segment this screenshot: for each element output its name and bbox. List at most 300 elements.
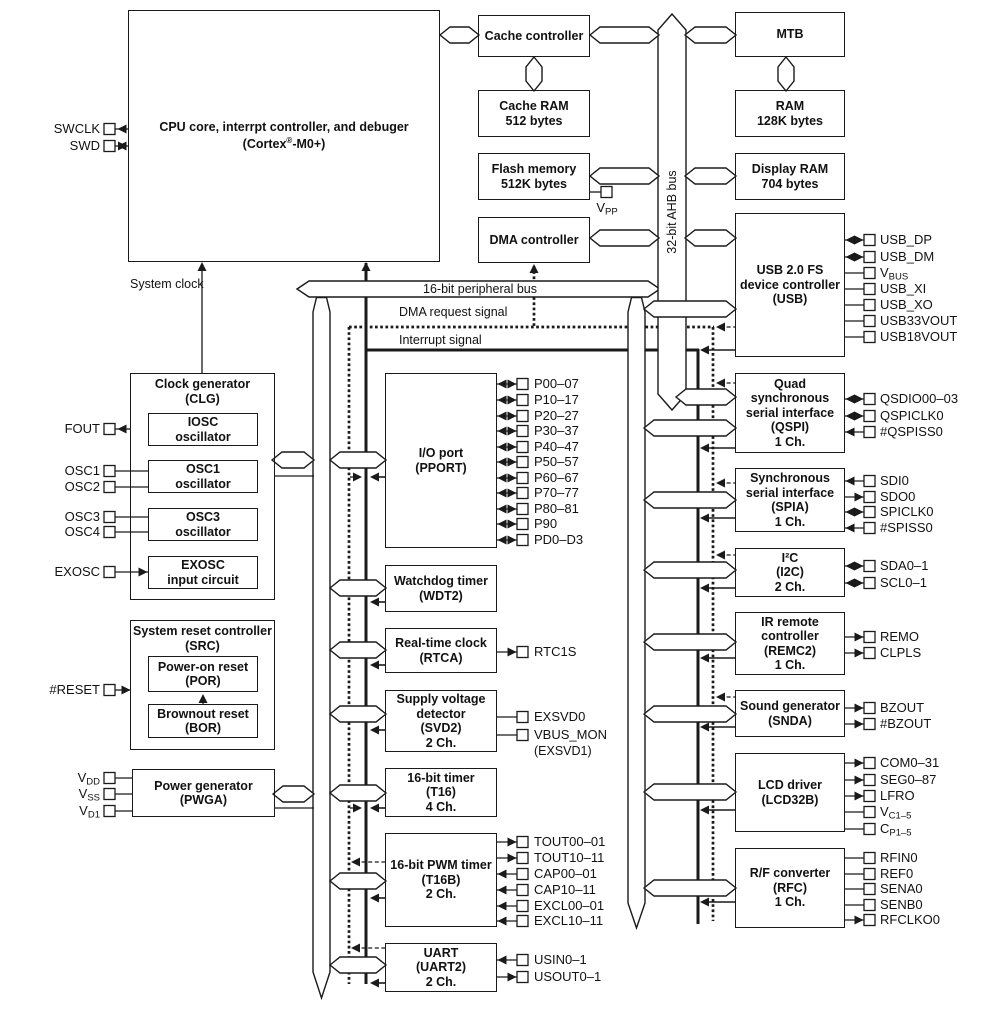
pin-p10-17-pad: [517, 395, 528, 406]
pin-sdi0-label: [880, 473, 998, 489]
bus-connector: [330, 957, 386, 973]
pin-text: P10–17: [534, 392, 579, 407]
pin-arrow: [855, 704, 864, 713]
block-ram: [735, 90, 845, 137]
bus-connector: [644, 784, 736, 800]
pin-usb-dm-label: [880, 249, 998, 265]
pin-usb18vout-label: [880, 329, 998, 345]
pin-arrow: [855, 412, 864, 421]
stub-arrowhead: [370, 894, 379, 903]
bus-connector: [644, 301, 736, 317]
pin-text: V: [596, 200, 605, 215]
pin-arrow: [855, 236, 864, 245]
pin-arrow: [846, 428, 855, 437]
title-line: serial interface: [745, 485, 835, 500]
pin-p00-07-pad: [517, 379, 528, 390]
stub-arrowhead: [351, 858, 360, 867]
pin-text: V: [79, 803, 88, 818]
title-line: oscillator: [175, 429, 231, 444]
block-pwga: [132, 769, 275, 817]
pin-arrow: [846, 412, 855, 421]
pin-cap10-11-label: [534, 882, 664, 898]
stub-arrowhead: [716, 551, 725, 560]
label-32-bit-ahb-bus: 32-bit AHB bus: [665, 170, 679, 254]
block-pport: [385, 373, 497, 548]
block-cpu: [128, 10, 440, 262]
pin-text: SCL0–1: [880, 575, 927, 590]
pin-senb0-label: [880, 897, 998, 913]
pin-arrow: [498, 520, 507, 529]
title-line: 16-bit PWM timer: [390, 858, 492, 873]
pin-text: USOUT0–1: [534, 969, 602, 984]
pin-osc3-pad: [104, 512, 115, 523]
title-line: 1 Ch.: [774, 434, 806, 449]
pin-spiss0-label: [880, 520, 998, 536]
block-bor-title: [157, 707, 249, 736]
pin-text: BZOUT: [880, 700, 925, 715]
pin-reset-label: [2, 682, 100, 698]
label-interrupt-signal: Interrupt signal: [399, 333, 482, 347]
pin-rtc1s-pad: [517, 647, 528, 658]
pin-text: PD0–D3: [534, 532, 584, 547]
block-rfc: [735, 848, 845, 928]
pin-text: V: [880, 265, 889, 280]
pin-rfclko0-label: [880, 912, 998, 928]
pin-arrow: [508, 505, 517, 514]
stub-arrowhead: [353, 473, 362, 482]
pin-text: CLPLS: [880, 645, 922, 660]
title-line: OSC1: [185, 462, 221, 476]
pin-exsvd0-label: [534, 709, 664, 725]
pin-text: USB_DM: [880, 249, 935, 264]
title-line: 1 Ch.: [774, 895, 806, 910]
pin-text: EXSVD0: [534, 709, 586, 724]
pin-scl0-1-label: [880, 575, 998, 591]
title-line: R/F converter: [749, 866, 831, 881]
title-line: oscillator: [175, 476, 231, 491]
pin-arrow: [498, 886, 507, 895]
pin-p40-47-pad: [517, 442, 528, 453]
block-iosc-oscillator: [148, 413, 258, 446]
stub-arrowhead: [700, 806, 709, 815]
pin-text: V: [880, 804, 889, 819]
pin-arrow: [855, 395, 864, 404]
pin-vd1-label: [2, 803, 100, 824]
pin-arrow: [498, 458, 507, 467]
title-line: (RFC): [772, 880, 807, 895]
pin-arrow: [846, 395, 855, 404]
pin-sena0-label: [880, 881, 998, 897]
pin-usb-dp-pad: [864, 235, 875, 246]
pin-arrow: [498, 443, 507, 452]
block-snda-title: [740, 699, 840, 728]
pin-p90-pad: [517, 519, 528, 530]
pin-usb-xi-label: [880, 281, 998, 297]
block-lcd32b-title: [758, 778, 822, 807]
title-line: 2 Ch.: [425, 974, 457, 989]
block-por-title: [158, 660, 248, 689]
title-line: Watchdog timer: [394, 574, 488, 588]
title-line: (I2C): [776, 565, 804, 580]
block-iosc-oscillator-title: [175, 415, 231, 444]
pin-senb0-pad: [864, 900, 875, 911]
title-line: 2 Ch.: [774, 579, 806, 594]
pin-arrow: [855, 579, 864, 588]
block-cache-ram-title: [499, 99, 568, 128]
title-line: 1 Ch.: [774, 514, 806, 529]
pin-p30-37-pad: [517, 426, 528, 437]
block-osc1-oscillator: [148, 460, 258, 493]
pin-arrow: [846, 508, 855, 517]
pin-p80-81-pad: [517, 504, 528, 515]
pin-swclk-label: [2, 121, 100, 137]
pin-rfin0-pad: [864, 853, 875, 864]
pin-text: EXCL00–01: [534, 898, 605, 913]
pin-p30-37-label: [534, 423, 664, 439]
bus-connector: [685, 230, 736, 246]
pin-bzout-label: [880, 700, 998, 716]
title-line: Synchronous: [750, 471, 830, 485]
bus-connector: [676, 389, 736, 405]
pin-arrow: [508, 396, 517, 405]
pin-pd0-d3-pad: [517, 535, 528, 546]
flow-arrowhead: [362, 262, 371, 271]
pin-text: C1–5: [888, 810, 912, 822]
title-line: IOSC: [187, 415, 219, 429]
pin-nbzout-pad: [864, 719, 875, 730]
pin-text: #SPISS0: [880, 520, 933, 535]
block-cpu-title: [159, 120, 408, 152]
pin-p10-17-label: [534, 392, 664, 408]
pin-arrow: [498, 412, 507, 421]
pin-arrow: [846, 562, 855, 571]
title-line: (SVD2): [420, 721, 462, 735]
title-line: LCD driver: [758, 778, 822, 792]
pin-arrow: [855, 562, 864, 571]
pin-p20-27-pad: [517, 411, 528, 422]
stub-arrowhead: [353, 804, 362, 813]
block-uart2: [385, 943, 497, 992]
bus-connector: [440, 27, 479, 43]
block-cache-controller: [478, 15, 590, 57]
pin-text: P70–77: [534, 485, 579, 500]
title-line: Brownout reset: [157, 706, 249, 721]
pin-arrow: [508, 973, 517, 982]
pin-seg0-87-pad: [864, 775, 875, 786]
pin-text: RFCLKO0: [880, 912, 940, 927]
pin-vpp-pad: [601, 187, 612, 198]
title-line: 4 Ch.: [425, 799, 457, 814]
title-line: 16-bit timer: [407, 770, 475, 785]
pin-text: DD: [86, 776, 100, 788]
pin-arrow: [855, 253, 864, 262]
pin-usin0-1-label: [534, 952, 664, 968]
block-pwga-title: [154, 779, 253, 808]
pin-arrow: [508, 520, 517, 529]
pin-rtc1s-label: [534, 644, 664, 660]
block-mtb: [735, 12, 845, 57]
stub-arrowhead: [370, 661, 379, 670]
block-usb: [735, 213, 845, 357]
pin-text: P1–5: [889, 827, 912, 839]
title-line: (QSPI): [770, 420, 810, 435]
pin-text: SDA0–1: [880, 558, 929, 573]
bus-connector: [330, 452, 386, 468]
block-bor: [148, 704, 258, 738]
pin-cap00-01-pad: [517, 869, 528, 880]
title-line: (REMC2): [763, 643, 817, 658]
stub-arrowhead: [700, 514, 709, 523]
pin-scl0-1-pad: [864, 578, 875, 589]
pin-text: SEG0–87: [880, 772, 937, 787]
block-spia: [735, 468, 845, 532]
title-line: device controller: [739, 277, 841, 292]
pin-arrow: [855, 720, 864, 729]
pin-arrow: [498, 902, 507, 911]
pin-tout10-11-pad: [517, 853, 528, 864]
pin-text: OSC1: [64, 463, 100, 478]
pin-arrow: [508, 838, 517, 847]
flow-arrowhead: [198, 262, 207, 271]
pin-com0-31-label: [880, 755, 998, 771]
pin-text: FOUT: [64, 421, 100, 436]
pin-usb-xi-pad: [864, 284, 875, 295]
title-line: Sound generator: [739, 699, 840, 713]
pin-fout-label: [2, 421, 100, 437]
pin-exosc-pad: [104, 567, 115, 578]
block-ram-title: [757, 99, 823, 128]
pin-excl00-01-pad: [517, 901, 528, 912]
pin-osc4-label: [2, 524, 100, 540]
stub-arrowhead: [700, 723, 709, 732]
block-display-ram-title: [752, 162, 828, 191]
pin-remo-label: [880, 629, 998, 645]
block-i2c-title: [775, 551, 806, 595]
pin-qspiss0-label: [880, 424, 998, 440]
pin-text: OSC3: [64, 509, 100, 524]
pin-exosc-label: [2, 564, 100, 580]
block-remc2: [735, 612, 845, 675]
block-usb-title: [740, 263, 840, 307]
pin-clpls-pad: [864, 648, 875, 659]
title-line: Power generator: [154, 778, 253, 793]
title-line: (SPIA): [771, 500, 809, 514]
pin-tout00-01-pad: [517, 837, 528, 848]
block-exosc-input: [148, 556, 258, 589]
pin-text: P00–07: [534, 376, 579, 391]
pin-vd1-pad: [104, 806, 115, 817]
pin-arrow: [846, 236, 855, 245]
block-spia-title: [746, 471, 834, 529]
pin-usb-dp-label: [880, 232, 998, 248]
pin-text: USB_DP: [880, 232, 933, 247]
block-clg-title: [155, 377, 250, 406]
pin-arrow: [855, 649, 864, 658]
pin-osc3-label: [2, 509, 100, 525]
pin-arrow: [846, 579, 855, 588]
pin-arrow: [498, 536, 507, 545]
title-line: Supply voltage: [396, 692, 486, 706]
block-rtca-title: [395, 636, 487, 665]
pin-text: OSC2: [64, 479, 100, 494]
pin-spiss0-pad: [864, 523, 875, 534]
block-lcd32b: [735, 753, 845, 832]
title-line: Flash memory: [491, 162, 577, 176]
pin-cp1-5-label: [880, 821, 998, 842]
pin-arrow: [508, 443, 517, 452]
pin-text: QSPICLK0: [880, 408, 944, 423]
pin-text: LFRO: [880, 788, 915, 803]
title-line: input circuit: [167, 572, 239, 587]
label--exsvd1-: (EXSVD1): [534, 744, 592, 758]
pin-osc2-label: [2, 479, 100, 495]
pin-text: BUS: [888, 271, 909, 283]
title-line: (UART2): [416, 960, 466, 975]
pin-arrow: [855, 916, 864, 925]
pin-sdo0-label: [880, 489, 998, 505]
block-rtca: [385, 628, 497, 673]
pin-vss-pad: [104, 789, 115, 800]
flow-arrowhead: [530, 264, 539, 273]
block-wdt2-title: [394, 574, 488, 603]
pin-text: RTC1S: [534, 644, 577, 659]
bus-connector: [330, 580, 386, 596]
pin-text: EXCL10–11: [534, 913, 604, 928]
pin-text: C: [880, 821, 890, 836]
pin-text: V: [78, 786, 88, 801]
block-rfc-title: [750, 866, 831, 910]
stub-arrowhead: [716, 693, 725, 702]
block-pport-title: [415, 446, 466, 475]
title-line: (SRC): [185, 638, 220, 653]
pin-vbus-pad: [864, 268, 875, 279]
pin-cp1-5-pad: [864, 824, 875, 835]
pin-vbus-mon-label: [534, 727, 664, 743]
pin-text: TOUT10–11: [534, 850, 605, 865]
title-line: (SNDA): [768, 713, 812, 728]
stub-arrowhead: [370, 726, 379, 735]
title-line: System reset controller: [133, 624, 272, 638]
pin-arrow: [508, 536, 517, 545]
block-dma-controller: [478, 217, 590, 263]
title-line: (PWGA): [179, 793, 228, 807]
pin-text: P50–57: [534, 454, 579, 469]
bus-connector: [590, 230, 659, 246]
block-t16b: [385, 833, 497, 927]
pin-excl00-01-label: [534, 898, 664, 914]
title-line: EXOSC: [181, 558, 225, 572]
pin-arrow: [498, 474, 507, 483]
block-uart2-title: [416, 946, 466, 990]
pin-text: P90: [534, 516, 558, 531]
pin-excl10-11-label: [534, 913, 664, 929]
block-i2c: [735, 548, 845, 597]
pin-text: SS: [87, 792, 100, 804]
pin-p20-27-label: [534, 408, 664, 424]
pin-usout0-1-label: [534, 969, 664, 985]
pin-sda0-1-pad: [864, 561, 875, 572]
pin-qspiss0-pad: [864, 427, 875, 438]
pin-arrow: [846, 477, 855, 486]
pin-arrow: [508, 474, 517, 483]
pin-arrow: [498, 870, 507, 879]
pin-text: USB18VOUT: [880, 329, 958, 344]
block-cache-ram: [478, 90, 590, 137]
pin-rfin0-label: [880, 850, 998, 866]
pin-swd-label: [2, 138, 100, 154]
pin-text: #QSPISS0: [880, 424, 943, 439]
pin-p00-07-label: [534, 376, 664, 392]
pin-usb33vout-pad: [864, 316, 875, 327]
pin-vbus-mon-pad: [517, 730, 528, 741]
pin-p70-77-label: [534, 485, 664, 501]
pin-lfro-label: [880, 788, 998, 804]
bus-connector-vertical: [778, 57, 794, 91]
title-line: (RTCA): [419, 650, 463, 665]
title-line: I²C: [781, 550, 799, 565]
pin-text: USB_XO: [880, 297, 933, 312]
pin-p70-77-pad: [517, 488, 528, 499]
pin-qspiclk0-label: [880, 408, 998, 424]
pin-text: PP: [604, 206, 618, 218]
pin-arrow: [508, 427, 517, 436]
block-dma-controller-title: [489, 233, 578, 248]
title-line: (Cortex®-M0+): [242, 136, 326, 152]
pin-text: P60–67: [534, 470, 579, 485]
pin-lfro-pad: [864, 791, 875, 802]
title-line: (PPORT): [415, 460, 467, 475]
pin-exsvd0-pad: [517, 712, 528, 723]
block-flash-memory-title: [492, 162, 577, 191]
title-line: (USB): [772, 292, 808, 307]
bus-connector: [590, 168, 659, 184]
pin-arrow: [498, 427, 507, 436]
pin-text: RFIN0: [880, 850, 918, 865]
title-line: 2 Ch.: [425, 735, 457, 750]
pin-arrow: [118, 425, 127, 434]
pin-reset-pad: [104, 685, 115, 696]
title-line: synchronous: [750, 391, 830, 406]
block-t16b-title: [390, 858, 491, 902]
stub-arrowhead: [370, 473, 379, 482]
title-line: 2 Ch.: [425, 887, 457, 902]
pin-qsdio00-03-label: [880, 391, 998, 407]
pin-p60-67-label: [534, 470, 664, 486]
bus-connector: [272, 452, 314, 468]
block-qspi: [735, 373, 845, 453]
label-system-clock: System clock: [130, 277, 204, 291]
pin-text: TOUT00–01: [534, 834, 606, 849]
block-remc2-title: [761, 615, 819, 673]
pin-arrow: [508, 412, 517, 421]
pin-sdi0-pad: [864, 476, 875, 487]
pin-text: P30–37: [534, 423, 579, 438]
block-wdt2: [385, 565, 497, 612]
stub-arrowhead: [716, 479, 725, 488]
pin-nbzout-label: [880, 716, 998, 732]
label-dma-request-signal: DMA request signal: [399, 305, 508, 319]
pin-arrow: [498, 396, 507, 405]
stub-arrowhead: [700, 654, 709, 663]
block-exosc-input-title: [167, 558, 239, 587]
pin-text: P20–27: [534, 408, 579, 423]
pin-arrow: [498, 505, 507, 514]
pin-text: USIN0–1: [534, 952, 587, 967]
pin-p80-81-label: [534, 501, 664, 517]
pin-arrow: [855, 508, 864, 517]
block-t16-title: [407, 771, 474, 815]
bus-connector: [330, 785, 386, 801]
